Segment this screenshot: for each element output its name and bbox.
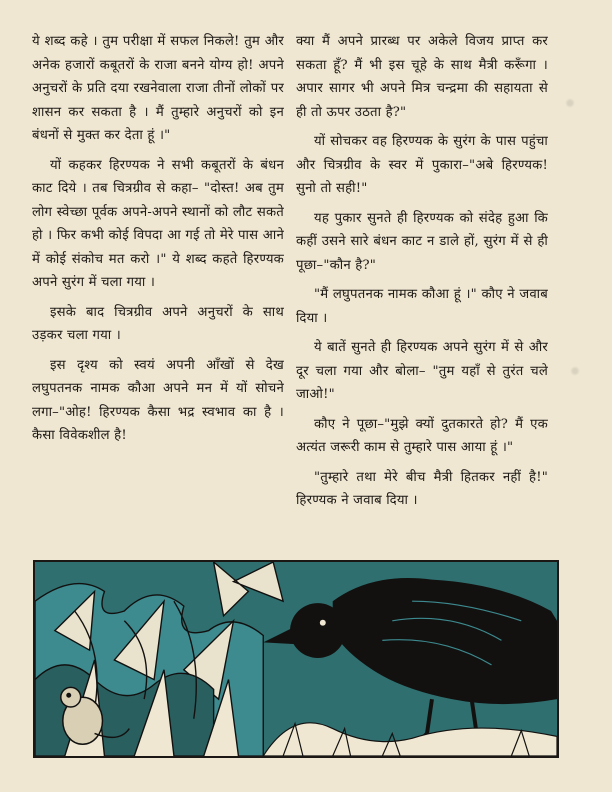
- paragraph: इसके बाद चित्रग्रीव अपने अनुचरों के साथ उड़कर चला गया ।: [32, 304, 284, 343]
- paragraph: ये बातें सुनते ही हिरण्यक अपने सुरंग में से और दूर चला गया और बोला– "तुम यहाँ से तुरंत चले जाओ!": [296, 340, 548, 402]
- paragraph: यों कहकर हिरण्यक ने सभी कबूतरों के बंधन काट दिये । तब चित्रग्रीव से कहा– "दोस्त! अब तुम लोग स्वेच्छा पूर्वक अपने-अपने स्थानों को लौट सकते हो । फिर कभी कोई विपदा आ गई तो मेरे पास आने में कोई संकोच मत करो ।" ये शब्द कहते हिरण्यक अपने सुरंग में चला गया ।: [32, 157, 284, 290]
- paragraph: इस दृश्य को स्वयं अपनी आँखों से देख लघुपतनक नामक कौआ अपने मन में यों सोचने लगा–"ओह! हिरण्यक कैसा भद्र स्वभाव का है । कैसा विवेकशील है!: [32, 357, 284, 443]
- left-column: [32, 30, 284, 550]
- paragraph: यों सोचकर वह हिरण्यक के सुरंग के पास पहुंचा और चित्रग्रीव के स्वर में पुकारा–"अबे हिरण्यक! सुनो तो सही!": [296, 134, 548, 196]
- paper-speck: [570, 366, 580, 376]
- illustration-art: [35, 562, 557, 756]
- paragraph: यह पुकार सुनते ही हिरण्यक को संदेह हुआ कि कहीं उसने सारे बंधन काट न डाले हों, सुरंग में से ही पूछा–"कौन है?": [296, 210, 548, 273]
- crow-and-mouse-illustration: [33, 560, 559, 758]
- paragraph: "मैं लघुपतनक नामक कौआ हूं ।" कौए ने जवाब दिया ।: [296, 287, 548, 326]
- paragraph: "तुम्हारे तथा मेरे बीच मैत्री हितकर नहीं है!" हिरण्यक ने जवाब दिया ।: [296, 469, 548, 508]
- paragraph: क्या मैं अपने प्रारब्ध पर अकेले विजय प्राप्त कर सकता हूँ? मैं भी इस चूहे के साथ मैत्री करूँगा । अपार सागर भी अपने मित्र चन्द्रमा की सहायता से ही तो ऊपर उठता है?": [296, 34, 548, 120]
- text-columns: [32, 30, 548, 550]
- paragraph: ये शब्द कहे । तुम परीक्षा में सफल निकले! तुम और अनेक हजारों कबूतरों के राजा बनने योग्य हो! अपने अनुचरों के प्रति दया रखनेवाला राजा तीनों लोकों पर शासन कर सकता है । मैं तुम्हारे अनुचरों को इन बंधनों से मुक्त कर देता हूं ।": [32, 34, 284, 143]
- paper-speck: [565, 98, 575, 108]
- paragraph: कौए ने पूछा–"मुझे क्यों दुतकारते हो? मैं एक अत्यंत जरूरी काम से तुम्हारे पास आया हूं ।": [296, 416, 548, 455]
- right-column: [296, 30, 548, 550]
